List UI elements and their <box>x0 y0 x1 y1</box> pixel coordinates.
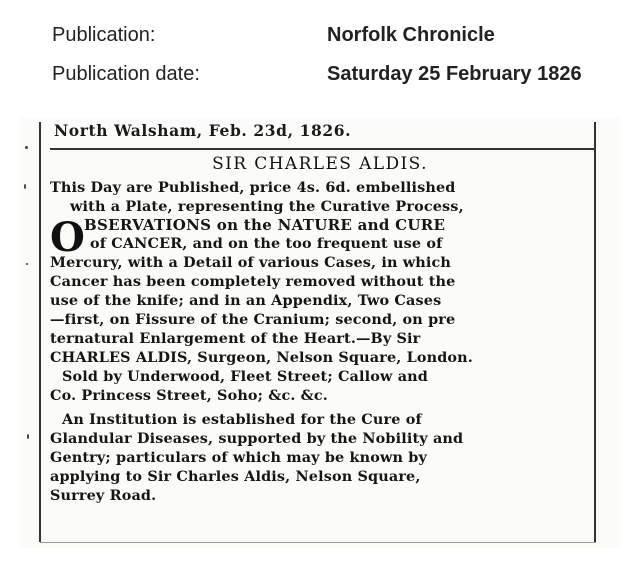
dateline-rule <box>50 148 594 150</box>
body-line: CHARLES ALDIS, Surgeon, Nelson Square, London. <box>50 349 473 366</box>
drop-cap: O <box>50 214 85 261</box>
margin-speck <box>26 263 28 265</box>
dateline: North Walsham, Feb. 23d, 1826. <box>54 121 352 140</box>
body-line: This Day are Published, price 4s. 6d. embellished <box>50 179 456 196</box>
newspaper-clipping <box>20 118 620 548</box>
body-line: ternatural Enlargement of the Heart.—By Sir <box>50 330 421 347</box>
body-line: use of the knife; and in an Appendix, Two Cases <box>50 292 442 309</box>
body-line: An Institution is established for the Cure of <box>62 411 422 428</box>
publication-value: Norfolk Chronicle <box>327 24 495 46</box>
right-column-rule <box>594 122 596 542</box>
body-line: Surrey Road. <box>50 487 157 504</box>
body-line: applying to Sir Charles Aldis, Nelson Square, <box>50 468 421 485</box>
advertisement-heading: SIR CHARLES ALDIS. <box>212 154 428 174</box>
body-line: Mercury, with a Detail of various Cases, in which <box>50 254 452 271</box>
body-line: Gentry; particulars of which may be known by <box>50 449 428 466</box>
margin-speck <box>24 184 26 189</box>
publication-label: Publication: <box>52 24 156 46</box>
body-line: of CANCER, and on the too frequent use of <box>90 235 443 252</box>
publication-date-value: Saturday 25 February 1826 <box>327 63 582 85</box>
body-line: BSERVATIONS on the NATURE and CURE <box>84 216 446 234</box>
body-line: Cancer has been completely removed without the <box>50 273 456 290</box>
left-column-rule <box>39 122 41 542</box>
body-line: Co. Princess Street, Soho; &c. &c. <box>50 387 328 404</box>
body-line: Glandular Diseases, supported by the Nobility and <box>50 430 464 447</box>
margin-speck <box>27 434 29 439</box>
body-line: with a Plate, representing the Curative Process, <box>70 198 464 215</box>
body-line: —first, on Fissure of the Cranium; second, on pre <box>50 311 456 328</box>
bottom-rule <box>40 542 596 543</box>
body-line: Sold by Underwood, Fleet Street; Callow and <box>62 368 429 385</box>
publication-date-label: Publication date: <box>52 63 200 85</box>
margin-speck <box>25 146 28 149</box>
